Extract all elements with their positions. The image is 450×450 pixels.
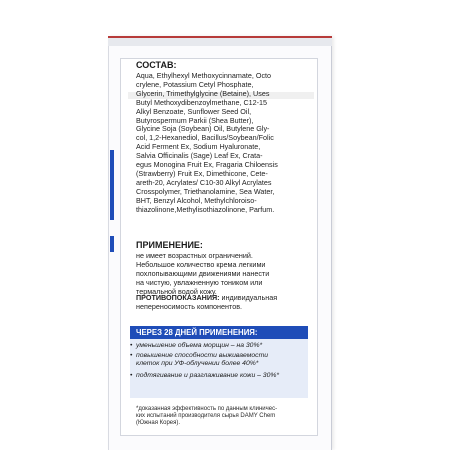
- composition-line: crylene, Potassium Cetyl Phosphate,: [136, 79, 254, 89]
- composition-line: areth-20, Acrylates/ C10-30 Alkyl Acrylates: [136, 177, 272, 187]
- composition-line: col, 1,2-Hexanediol, Bacillus/Soybean/Folic: [136, 133, 274, 143]
- footnote-line: (Южная Корея).: [136, 420, 181, 426]
- result-item-continued: [136, 360, 308, 368]
- composition-line: Glycerin, Trimethylglycine (Betaine), Uses: [136, 88, 270, 98]
- contraindications-line: непереносимость компонентов.: [136, 301, 243, 311]
- composition-line: Glycine Soja (Soybean) Oil, Butylene Gly-: [136, 124, 270, 134]
- result-item: • уменьшение объема морщин – на 30%*: [136, 342, 308, 350]
- result-item: • повышение способности выживаемости: [136, 352, 308, 360]
- contraindications-text: [136, 294, 308, 312]
- composition-line: Crosspolymer, Triethanolamine, Sea Water,: [136, 186, 275, 196]
- footnote: [136, 406, 308, 427]
- composition-line: BHT, Benzyl Alcohol, Methylchloroiso-: [136, 195, 257, 205]
- composition-line: egus Monogina Fruit Ex, Fragaria Chiloensis: [136, 160, 278, 170]
- application-line: Небольшое количество крема легкими: [136, 259, 266, 269]
- application-heading: ПРИМЕНЕНИЕ:: [136, 240, 203, 250]
- composition-line: (Strawberry) Fruit Ex, Dimethicone, Cete-: [136, 168, 268, 178]
- side-stripe-lower: [110, 236, 114, 252]
- application-line: не имеет возрастных ограничений.: [136, 251, 253, 260]
- result-item-line: клеток при УФ-облучении более 40%*: [136, 360, 259, 367]
- side-stripe-upper: [110, 150, 114, 220]
- composition-line: Alkyl Benzoate, Sunflower Seed Oil,: [136, 106, 252, 116]
- results-heading: ЧЕРЕЗ 28 ДНЕЙ ПРИМЕНЕНИЯ:: [130, 326, 308, 339]
- application-line: похлопывающими движениями нанести: [136, 268, 270, 278]
- footnote-line: ких испытаний производителя сырья DAMY Chem: [136, 413, 276, 419]
- composition-line: thiazolinone,Methylisothiazolinone, Parfum.: [136, 204, 275, 214]
- application-line: термальной водой кожу.: [136, 286, 217, 296]
- application-text: [136, 252, 308, 297]
- contraindications-heading: ПРОТИВОПОКАЗАНИЯ:: [136, 293, 220, 302]
- composition-line: Butyl Methoxydibenzoylmethane, C12-15: [136, 97, 268, 107]
- contraindications-line: индивидуальная: [219, 293, 278, 302]
- footnote-line: *доказанная эффективность по данным клиничес-: [136, 406, 278, 412]
- result-item: • подтягивание и разглаживание кожи – 30%*: [136, 372, 308, 380]
- application-line: на чистую, увлажненную тоником или: [136, 277, 263, 287]
- composition-heading: СОСТАВ:: [136, 60, 177, 70]
- composition-line: Acid Ferment Ex, Sodium Hyaluronate,: [136, 142, 261, 152]
- box-top-edge: [108, 36, 332, 46]
- composition-line: Butyrospermum Parkii (Shea Butter),: [136, 115, 254, 125]
- composition-text: [136, 72, 308, 215]
- composition-line: Aqua, Ethylhexyl Methoxycinnamate, Octo: [136, 71, 272, 80]
- composition-line: Salvia Officinalis (Sage) Leaf Ex, Crata-: [136, 151, 263, 161]
